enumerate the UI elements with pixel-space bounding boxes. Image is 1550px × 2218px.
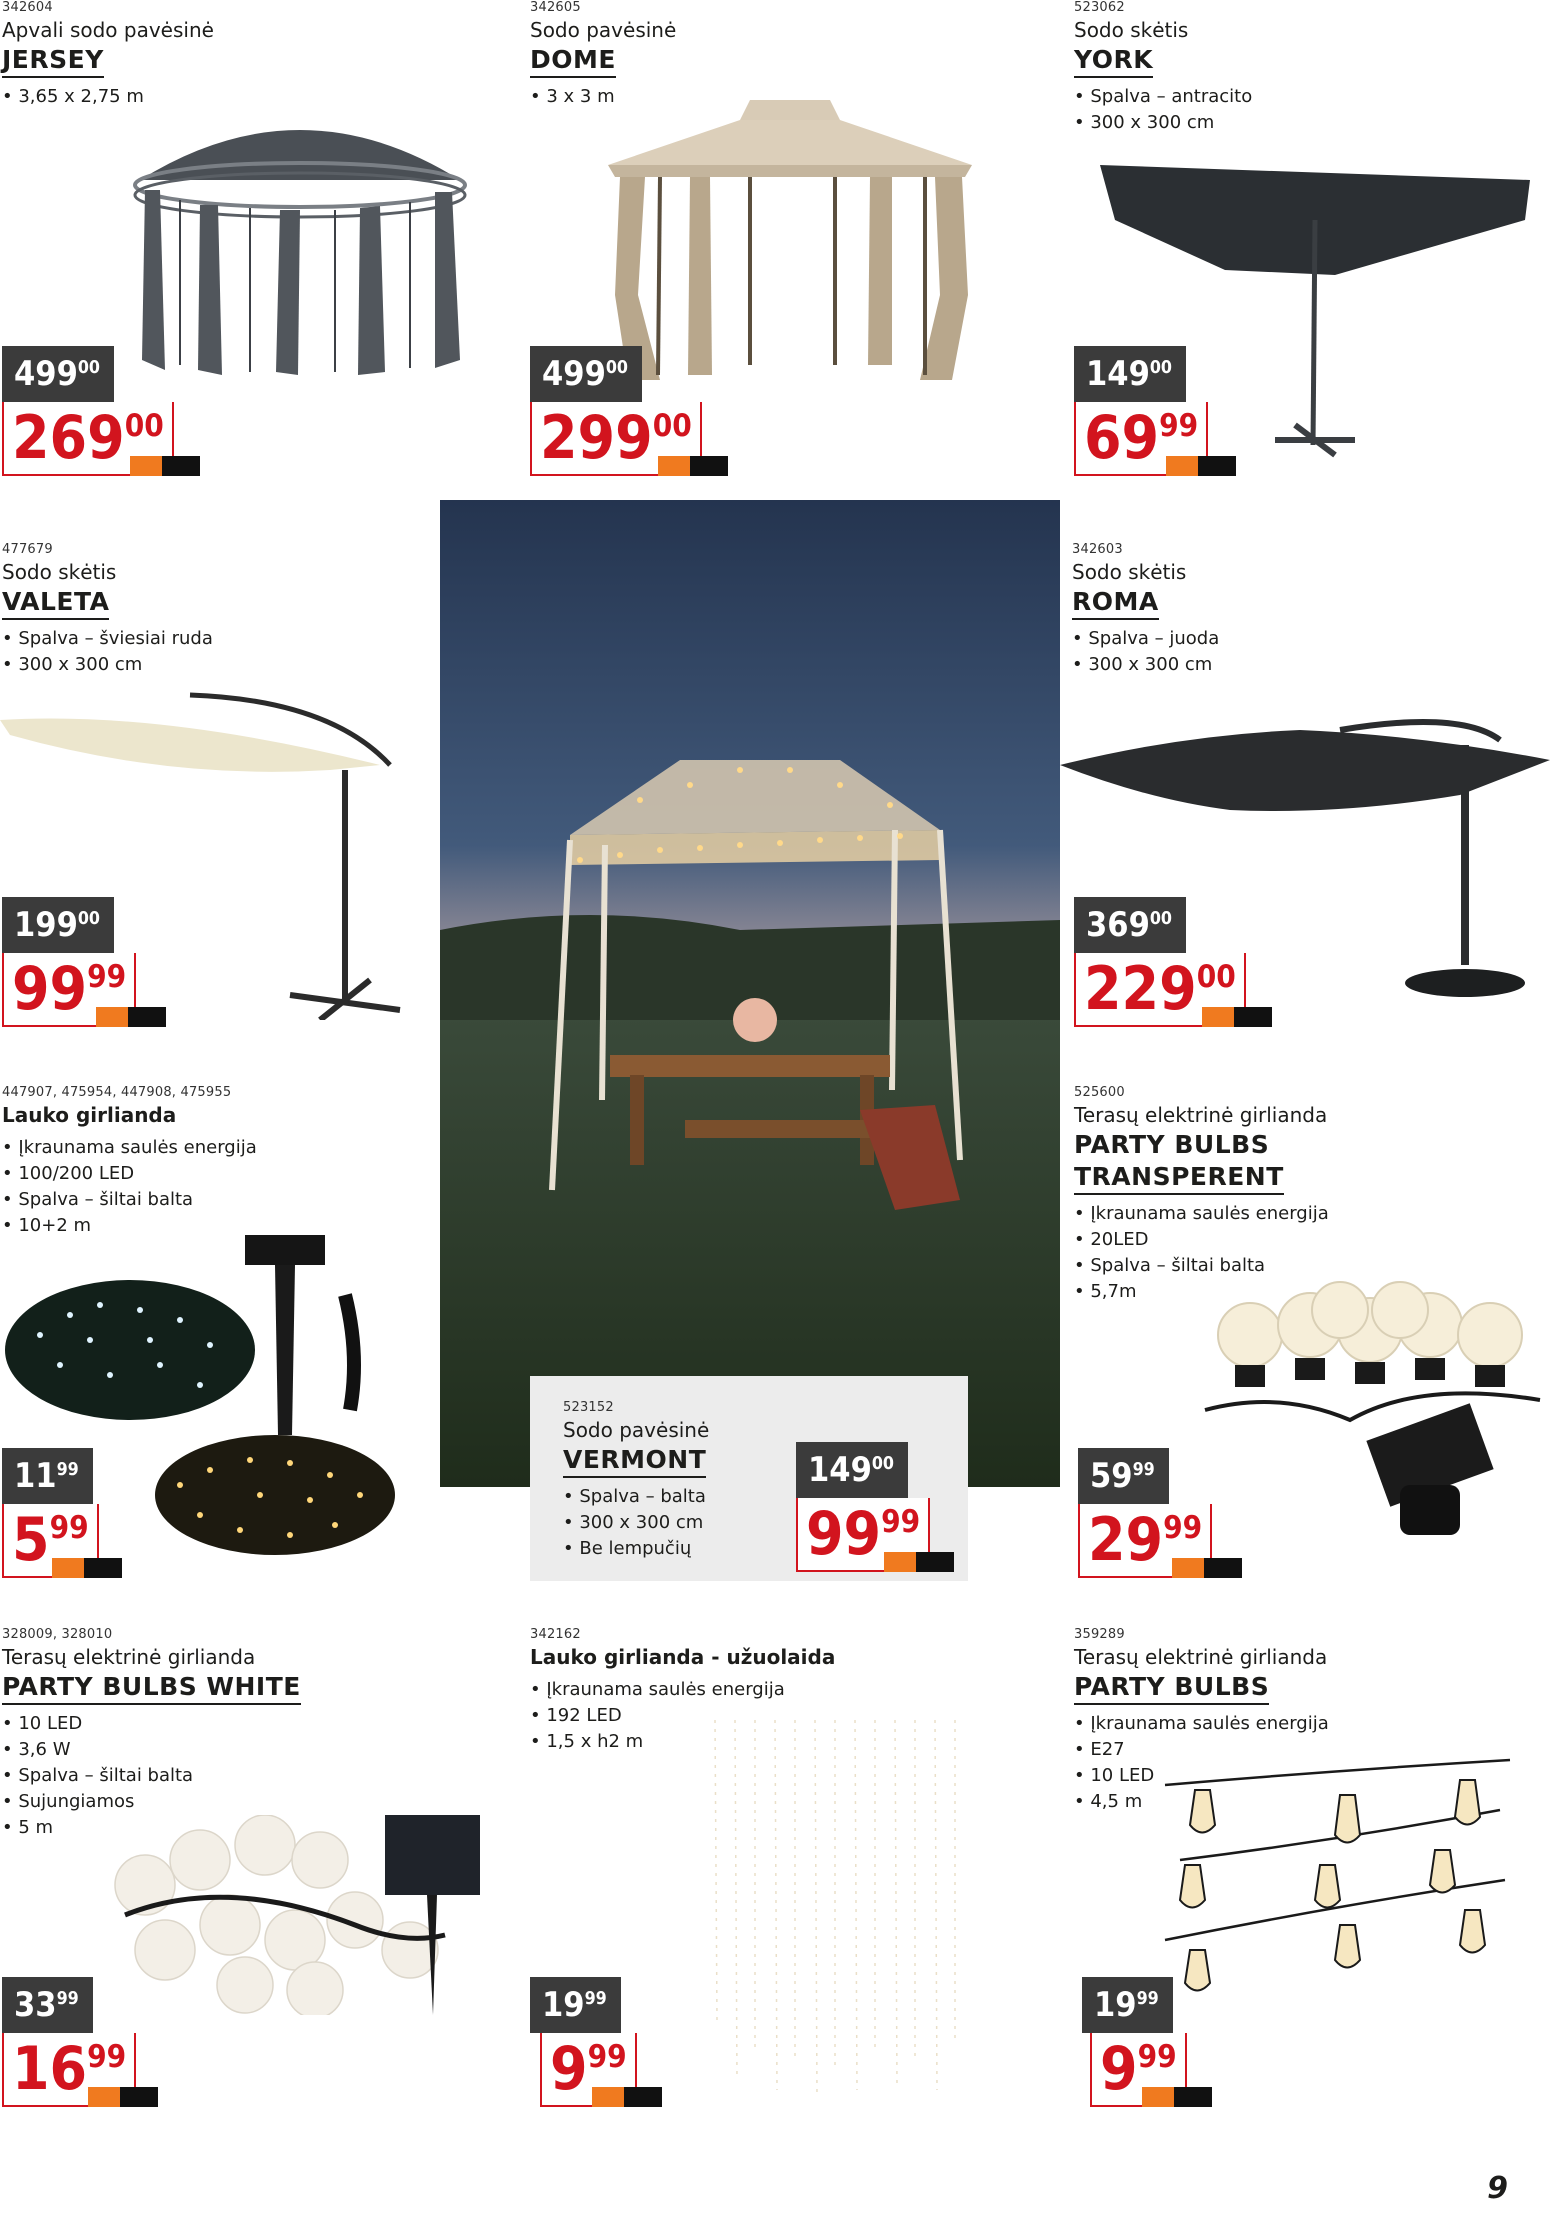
spec-item: • 5,7m — [1074, 1279, 1329, 1305]
sale-price-dec: 00 — [652, 408, 692, 445]
loyalty-card-icon — [1142, 2087, 1212, 2107]
product-york — [1074, 0, 1252, 136]
sale-price-int: 99 — [12, 954, 88, 1024]
spec-item: • E27 — [1074, 1737, 1329, 1763]
old-price — [1074, 897, 1186, 953]
spec-item: • Spalva – šiltai balta — [2, 1763, 301, 1789]
old-price-dec: 99 — [56, 1988, 79, 2009]
gazebo-dome-image — [600, 95, 980, 380]
spec-item: • 3,65 x 2,75 m — [2, 84, 214, 110]
sale-price-int: 99 — [806, 1499, 882, 1569]
product-jersey — [2, 0, 214, 110]
spec-item: • Be lempučių — [563, 1536, 709, 1562]
sale-price-int: 299 — [540, 403, 653, 473]
old-price — [1078, 1448, 1169, 1504]
loyalty-card-icon — [130, 456, 200, 476]
sale-price-dec: 99 — [87, 2039, 127, 2076]
spec-item: • 300 x 300 cm — [2, 652, 213, 678]
old-price — [530, 1977, 621, 2033]
product-sku: 523152 — [563, 1400, 614, 1415]
product-category: Terasų elektrinė girlianda — [1074, 1103, 1328, 1127]
product-specs — [2, 1135, 257, 1239]
product-sku: 447907, 475954, 447908, 475955 — [2, 1085, 232, 1100]
old-price-int: 19 — [1094, 1985, 1137, 2025]
gazebo-lights-photo — [440, 500, 1060, 1487]
product-sku: 342605 — [530, 0, 581, 15]
loyalty-card-icon — [1202, 1007, 1272, 1027]
spec-item: • 3,6 W — [2, 1737, 301, 1763]
spec-item: • Įkraunama saulės energija — [1074, 1711, 1329, 1737]
spec-item: • 5 m — [2, 1815, 301, 1841]
product-specs — [2, 626, 213, 678]
spec-item: • 1,5 x h2 m — [530, 1729, 835, 1755]
product-name: PARTY BULBS — [1074, 1671, 1269, 1705]
sale-price-dec: 99 — [1137, 2039, 1177, 2076]
spec-item: • Įkraunama saulės energija — [2, 1135, 257, 1161]
page-number: 9 — [1487, 2171, 1508, 2206]
sale-price-int: 229 — [1084, 954, 1197, 1024]
spec-item: • Sujungiamos — [2, 1789, 301, 1815]
product-sku: 342162 — [530, 1627, 581, 1642]
product-category: Terasų elektrinė girlianda — [1074, 1645, 1328, 1669]
loyalty-card-icon — [88, 2087, 158, 2107]
sale-price-dec: 99 — [87, 959, 127, 996]
product-roma — [1072, 542, 1219, 678]
old-price — [2, 1977, 93, 2033]
old-price — [2, 897, 114, 953]
product-party-bulbs-transperent — [1074, 1085, 1329, 1305]
product-vermont — [563, 1400, 709, 1562]
spec-item: • 10+2 m — [2, 1213, 257, 1239]
sale-price-int: 5 — [12, 1505, 50, 1575]
old-price-int: 59 — [1090, 1456, 1133, 1496]
product-sku: 359289 — [1074, 1627, 1125, 1642]
product-name: VERMONT — [563, 1444, 706, 1478]
old-price-int: 499 — [14, 354, 78, 394]
old-price-dec: 99 — [1132, 1459, 1155, 1480]
product-category: Sodo pavėsinė — [563, 1418, 710, 1442]
old-price-int: 199 — [14, 905, 78, 945]
spec-item: • 300 x 300 cm — [1072, 652, 1219, 678]
curtain-lights-image — [705, 1720, 975, 2100]
product-sku: 477679 — [2, 542, 53, 557]
product-specs — [1074, 84, 1252, 136]
product-name-line: TRANSPERENT — [1074, 1161, 1284, 1195]
spec-item: • Įkraunama saulės energija — [1074, 1201, 1329, 1227]
sale-price-dec: 99 — [587, 2039, 627, 2076]
product-name-line: PARTY BULBS — [1074, 1130, 1270, 1159]
old-price-dec: 00 — [1149, 357, 1172, 378]
product-valeta — [2, 542, 213, 678]
product-category: Sodo pavėsinė — [530, 18, 677, 42]
loyalty-card-icon — [592, 2087, 662, 2107]
product-sku: 328009, 328010 — [2, 1627, 113, 1642]
old-price-int: 369 — [1086, 905, 1150, 945]
sale-price-dec: 99 — [881, 1504, 921, 1541]
party-bulbs-image — [1160, 1755, 1515, 2000]
old-price — [2, 346, 114, 402]
product-category: Terasų elektrinė girlianda — [2, 1645, 256, 1669]
product-name-block — [1074, 1129, 1329, 1195]
old-price-dec: 99 — [1136, 1988, 1159, 2009]
product-led-garland — [2, 1085, 257, 1239]
old-price — [530, 346, 642, 402]
sale-price-int: 9 — [1100, 2034, 1138, 2104]
product-party-bulbs-white — [2, 1627, 301, 1841]
loyalty-card-icon — [1172, 1558, 1242, 1578]
sale-price-dec: 99 — [1159, 408, 1199, 445]
product-name: PARTY BULBS WHITE — [2, 1671, 301, 1705]
product-category: Apvali sodo pavėsinė — [2, 18, 214, 42]
spec-item: • Spalva – antracito — [1074, 84, 1252, 110]
old-price-int: 149 — [808, 1450, 872, 1490]
sale-price-int: 269 — [12, 403, 125, 473]
old-price-dec: 00 — [77, 908, 100, 929]
spec-item: • 300 x 300 cm — [1074, 110, 1252, 136]
product-category: Lauko girlianda - užuolaida — [530, 1645, 836, 1669]
product-specs — [1072, 626, 1219, 678]
product-sku: 342603 — [1072, 542, 1123, 557]
product-category: Sodo skėtis — [1072, 560, 1187, 584]
sale-price-int: 29 — [1088, 1505, 1164, 1575]
gazebo-round-image — [130, 110, 470, 380]
old-price-int: 11 — [14, 1456, 57, 1496]
spec-item: • 192 LED — [530, 1703, 835, 1729]
product-specs — [563, 1484, 709, 1562]
spec-item: • Įkraunama saulės energija — [530, 1677, 835, 1703]
old-price-dec: 00 — [1149, 908, 1172, 929]
spec-item: • 4,5 m — [1074, 1789, 1329, 1815]
old-price — [796, 1442, 908, 1498]
product-name: YORK — [1074, 44, 1153, 78]
spec-item: • 300 x 300 cm — [563, 1510, 709, 1536]
loyalty-card-icon — [52, 1558, 122, 1578]
product-name: VALETA — [2, 586, 109, 620]
loyalty-card-icon — [1166, 456, 1236, 476]
loyalty-card-icon — [96, 1007, 166, 1027]
product-dome — [530, 0, 676, 110]
product-specs — [2, 84, 214, 110]
product-sku: 525600 — [1074, 1085, 1125, 1100]
old-price — [1074, 346, 1186, 402]
product-category: Lauko girlianda — [2, 1103, 177, 1127]
old-price-dec: 00 — [77, 357, 100, 378]
spec-item: • 20LED — [1074, 1227, 1329, 1253]
product-category: Sodo skėtis — [1074, 18, 1189, 42]
sale-price-dec: 99 — [1163, 1510, 1203, 1547]
old-price-int: 149 — [1086, 354, 1150, 394]
old-price-int: 499 — [542, 354, 606, 394]
old-price — [2, 1448, 93, 1504]
product-sku: 523062 — [1074, 0, 1125, 15]
old-price-int: 19 — [542, 1985, 585, 2025]
product-name: DOME — [530, 44, 616, 78]
spec-item: • Spalva – balta — [563, 1484, 709, 1510]
spec-item: • Spalva – juoda — [1072, 626, 1219, 652]
spec-item: • 3 x 3 m — [530, 84, 676, 110]
party-bulbs-white-image — [105, 1815, 485, 2015]
product-category: Sodo skėtis — [2, 560, 117, 584]
spec-item: • Spalva – šiltai balta — [1074, 1253, 1329, 1279]
product-name: ROMA — [1072, 586, 1159, 620]
product-name: JERSEY — [2, 44, 104, 78]
old-price-dec: 00 — [871, 1453, 894, 1474]
sale-price-dec: 00 — [1196, 959, 1236, 996]
product-sku: 342604 — [2, 0, 53, 15]
old-price-dec: 99 — [56, 1459, 79, 1480]
sale-price-int: 16 — [12, 2034, 88, 2104]
sale-price-int: 9 — [550, 2034, 588, 2104]
old-price — [1082, 1977, 1173, 2033]
sale-price-dec: 99 — [49, 1510, 89, 1547]
old-price-int: 33 — [14, 1985, 57, 2025]
spec-item: • 10 LED — [1074, 1763, 1329, 1789]
spec-item: • Spalva – šviesiai ruda — [2, 626, 213, 652]
loyalty-card-icon — [884, 1552, 954, 1572]
spec-item: • 100/200 LED — [2, 1161, 257, 1187]
sale-price-dec: 00 — [124, 408, 164, 445]
spec-item: • 10 LED — [2, 1711, 301, 1737]
sale-price-int: 69 — [1084, 403, 1160, 473]
party-bulbs-transperent-image — [1200, 1280, 1550, 1550]
loyalty-card-icon — [658, 456, 728, 476]
old-price-dec: 99 — [584, 1988, 607, 2009]
old-price-dec: 00 — [605, 357, 628, 378]
spec-item: • Spalva – šiltai balta — [2, 1187, 257, 1213]
